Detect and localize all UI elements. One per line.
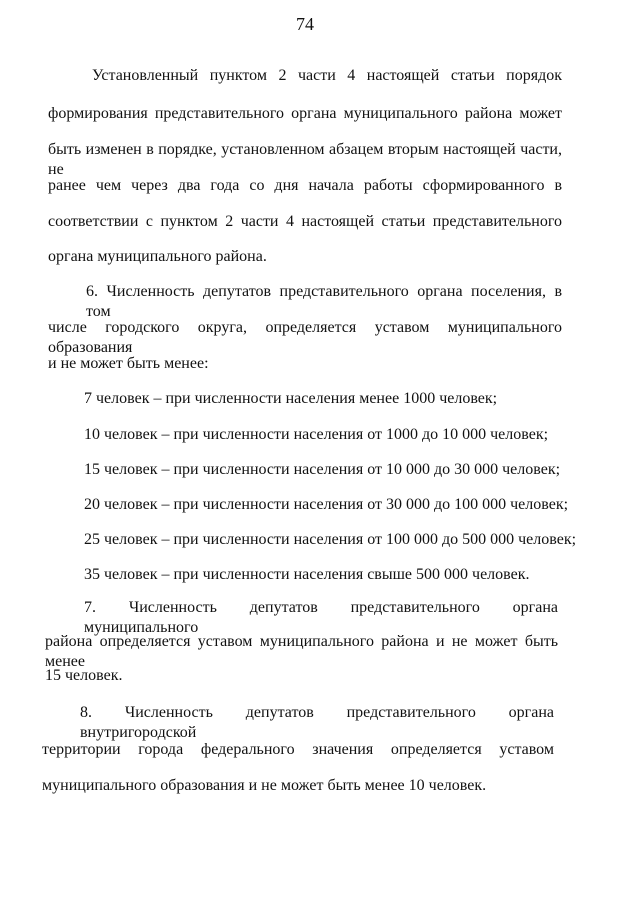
list-item: 7 человек – при численности населения менее 1000 человек; xyxy=(84,390,498,407)
list-item: 25 человек – при численности населения от 100 000 до 500 000 человек; xyxy=(84,531,577,548)
page-number: 74 xyxy=(296,14,314,34)
paragraph-6-line-3: и не может быть менее: xyxy=(48,355,209,372)
list-item: 35 человек – при численности населения свыше 500 000 человек. xyxy=(84,566,530,583)
paragraph-6-line-2: числе городского округа, определяется уставом муниципального образования xyxy=(48,319,562,356)
paragraph-1-line-1: Установленный пунктом 2 части 4 настоящей статьи порядок xyxy=(92,67,562,84)
paragraph-8-line-3: муниципального образования и не может быть менее 10 человек. xyxy=(42,777,487,794)
list-item: 15 человек – при численности населения от 10 000 до 30 000 человек; xyxy=(84,461,561,478)
list-item: 20 человек – при численности населения от 30 000 до 100 000 человек; xyxy=(84,496,569,513)
paragraph-7-line-2: района определяется уставом муниципального района и не может быть менее xyxy=(45,633,558,670)
paragraph-8-line-2: территории города федерального значения определяется уставом xyxy=(42,741,554,758)
paragraph-1-line-2: формирования представительного органа муниципального района может xyxy=(48,105,562,122)
paragraph-6-line-1: 6. Численность депутатов представительного органа поселения, в том xyxy=(86,283,562,320)
paragraph-7-line-3: 15 человек. xyxy=(45,667,123,684)
paragraph-8-line-1: 8. Численность депутатов представительного органа внутригородской xyxy=(80,704,554,741)
list-item: 10 человек – при численности населения от 1000 до 10 000 человек; xyxy=(84,426,549,443)
paragraph-1-line-4: ранее чем через два года со дня начала работы сформированного в xyxy=(48,177,562,194)
paragraph-1-line-6: органа муниципального района. xyxy=(48,248,267,265)
paragraph-7-line-1: 7. Численность депутатов представительного органа муниципального xyxy=(84,599,558,636)
paragraph-1-line-3: быть изменен в порядке, установленном абзацем вторым настоящей части, не xyxy=(48,141,562,178)
paragraph-1-line-5: соответствии с пунктом 2 части 4 настоящей статьи представительного xyxy=(48,213,562,230)
